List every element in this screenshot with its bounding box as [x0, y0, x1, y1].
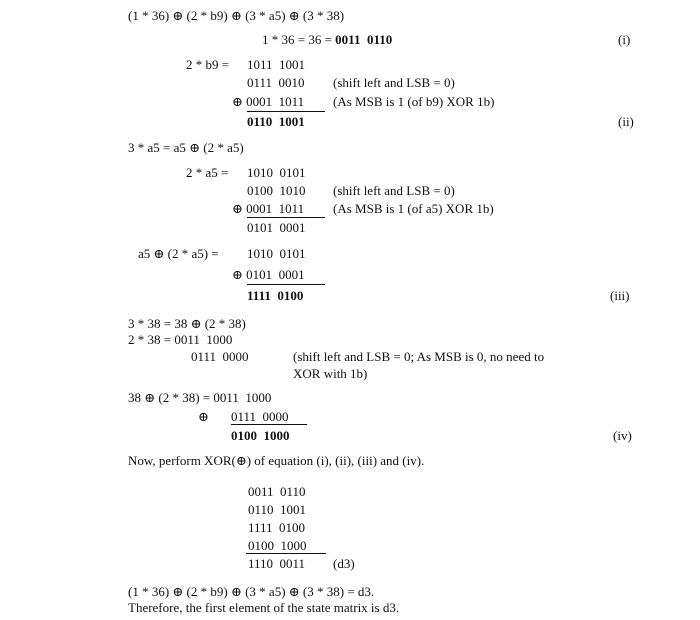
x38-note-line1: (shift left and LSB = 0; As MSB is 0, no need to — [293, 349, 545, 364]
heading-expression: (1 * 36) ⊕ (2 * b9) ⊕ (3 * a5) ⊕ (3 * 38) — [128, 8, 345, 23]
x38sum-label: 38 ⊕ (2 * 38) = 0011 1000 — [128, 390, 272, 405]
step-1x36 — [262, 32, 392, 48]
a5sum-rule — [247, 284, 325, 285]
step-1x36-result: 0011 0110 — [335, 32, 393, 47]
a5-shift: 0100 1010 — [247, 183, 306, 198]
final-row-3: 1111 0100 — [248, 520, 306, 535]
a5-xor-note: (As MSB is 1 (of a5) XOR 1b) — [333, 201, 494, 216]
b9-label: 2 * b9 = — [186, 57, 233, 72]
conclusion-expression: (1 * 36) ⊕ (2 * b9) ⊕ (3 * a5) ⊕ (3 * 38) = d3. — [128, 584, 375, 599]
a5sum-label: a5 ⊕ (2 * a5) = — [138, 246, 222, 261]
a5-sum-rule — [247, 217, 325, 218]
b9-shift-note: (shift left and LSB = 0) — [333, 75, 455, 90]
equation-label-iii: (iii) — [610, 288, 630, 303]
a5-result: 0101 0001 — [247, 220, 306, 235]
b9-shift: 0111 0010 — [247, 75, 305, 90]
final-sum-rule — [246, 553, 326, 554]
conclusion-text: Therefore, the first element of the state matrix is d3. — [128, 600, 400, 615]
step-1x36-prefix: 1 * 36 = 36 = — [262, 32, 336, 47]
x38sum-result: 0100 1000 — [231, 428, 290, 443]
equation-label-ii: (ii) — [618, 114, 634, 129]
b9-xor: ⊕ 0001 1011 — [232, 94, 305, 109]
b9-sum-rule — [247, 111, 325, 112]
now-instruction: Now, perform XOR(⊕) of equation (i), (ii), (iii) and (iv). — [128, 453, 425, 468]
final-row-1: 0011 0110 — [248, 484, 306, 499]
x38sum-rule — [231, 424, 307, 425]
equation-label-iv: (iv) — [613, 428, 632, 443]
x38sum-xor-value: 0111 0000 — [231, 409, 289, 424]
a5sum-value: 1010 0101 — [247, 246, 306, 261]
b9-result: 0110 1001 — [247, 114, 305, 129]
a5-label: 2 * a5 = — [186, 165, 232, 180]
a5-xor: ⊕ 0001 1011 — [232, 201, 305, 216]
b9-xor-note: (As MSB is 1 (of b9) XOR 1b) — [333, 94, 495, 109]
x38-expression: 3 * 38 = 38 ⊕ (2 * 38) — [128, 316, 246, 331]
a5sum-xor: ⊕ 0101 0001 — [232, 267, 305, 282]
x38-note-line2: XOR with 1b) — [293, 366, 368, 381]
a5-shift-note: (shift left and LSB = 0) — [333, 183, 455, 198]
a5sum-result: 1111 0100 — [247, 288, 304, 303]
x38-shift: 0111 0000 — [191, 349, 249, 364]
a5-expression: 3 * a5 = a5 ⊕ (2 * a5) — [128, 140, 244, 155]
final-result: 1110 0011 — [248, 556, 306, 571]
final-row-4: 0100 1000 — [248, 538, 307, 553]
a5-value: 1010 0101 — [247, 165, 306, 180]
final-row-2: 0110 1001 — [248, 502, 307, 517]
x38sum-xor-symbol: ⊕ — [198, 409, 209, 424]
x38-label: 2 * 38 = 0011 1000 — [128, 332, 233, 347]
final-tag: (d3) — [333, 556, 355, 571]
equation-label-i: (i) — [618, 32, 631, 47]
b9-value: 1011 1001 — [247, 57, 306, 72]
